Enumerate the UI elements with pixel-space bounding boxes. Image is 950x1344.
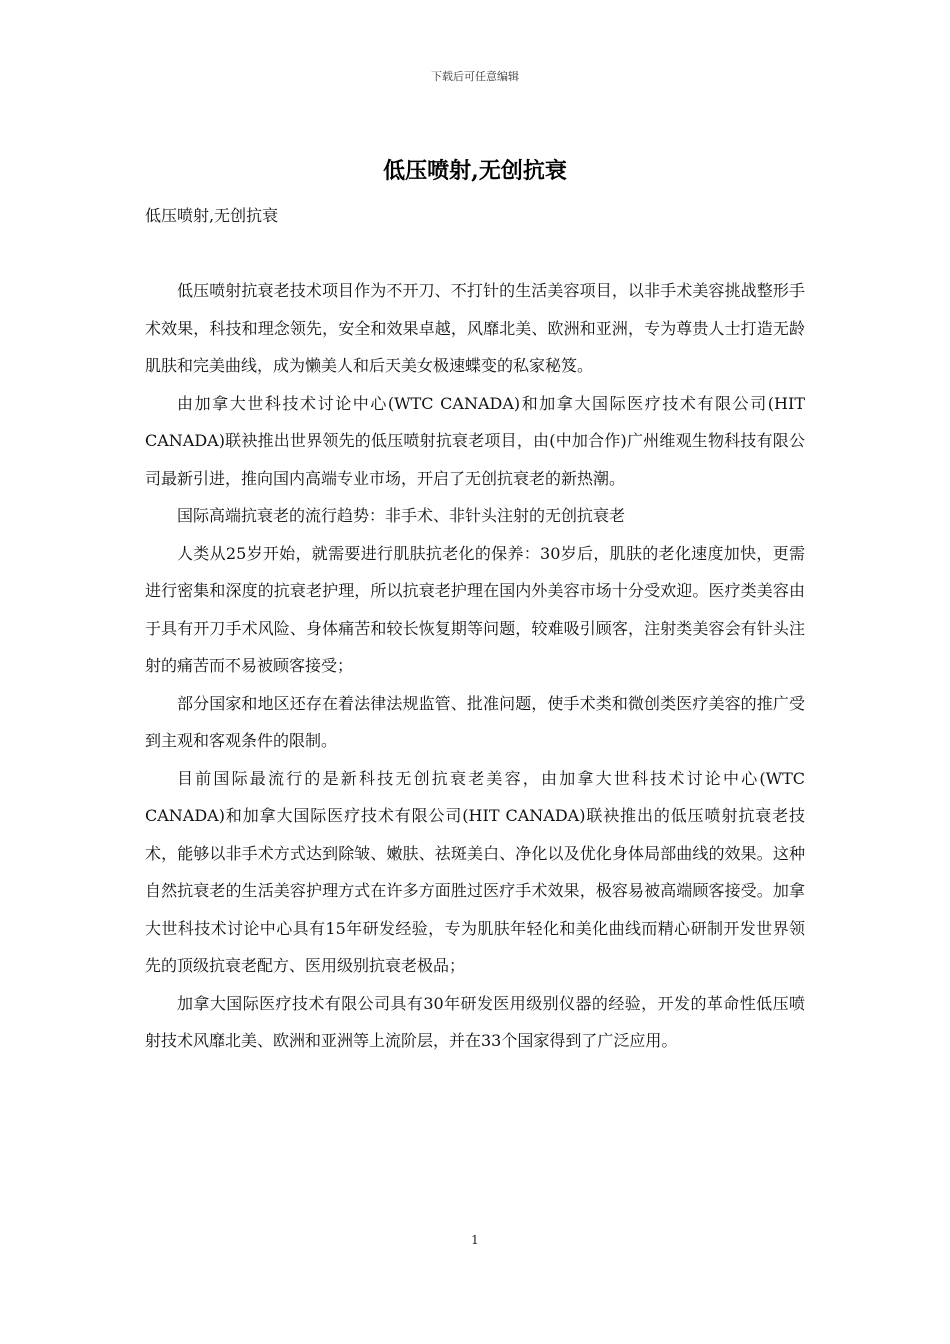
document-body: [145, 272, 805, 1060]
paragraph: 由加拿大世科技术讨论中心(WTC CANADA)和加拿大国际医疗技术有限公司(HIT CANADA)联袂推出世界领先的低压喷射抗衰老项目，由(中加合作)广州维观生物科技有限公司最新引进，推向国内高端专业市场，开启了无创抗衰老的新热潮。: [145, 393, 805, 488]
page-number: 1: [471, 1233, 479, 1247]
paragraph: 人类从25岁开始，就需要进行肌肤抗老化的保养：30岁后，肌肤的老化速度加快，更需进行密集和深度的抗衰老护理，所以抗衰老护理在国内外美容市场十分受欢迎。医疗类美容由于具有开刀手术风险、身体痛苦和较长恢复期等问题，较难吸引顾客，注射类美容会有针头注射的痛苦而不易被顾客接受；: [145, 543, 805, 675]
paragraph: 加拿大国际医疗技术有限公司具有30年研发医用级别仪器的经验，开发的革命性低压喷射技术风靡北美、欧洲和亚洲等上流阶层，并在33个国家得到了广泛应用。: [145, 993, 805, 1050]
page-header: 下载后可任意编辑: [431, 70, 519, 83]
paragraph: 国际高端抗衰老的流行趋势：非手术、非针头注射的无创抗衰老: [177, 506, 626, 525]
document-subtitle: 低压喷射,无创抗衰: [145, 206, 279, 225]
paragraph: 目前国际最流行的是新科技无创抗衰老美容，由加拿大世科技术讨论中心(WTC CANADA)和加拿大国际医疗技术有限公司(HIT CANADA)联袂推出的低压喷射抗衰老技术，能够以非手术方式达到除皱、嫩肤、祛斑美白、净化以及优化身体局部曲线的效果。这种自然抗衰老的生活美容护理方式在许多方面胜过医疗手术效果，极容易被高端顾客接受。加拿大世科技术讨论中心具有15年研发经验，专为肌肤年轻化和美化曲线而精心研制开发世界领先的顶级抗衰老配方、医用级别抗衰老极品；: [145, 768, 805, 975]
document-title: 低压喷射,无创抗衰: [383, 158, 567, 184]
paragraph: 部分国家和地区还存在着法律法规监管、批准问题，使手术类和微创类医疗美容的推广受到主观和客观条件的限制。: [145, 693, 805, 750]
paragraph: 低压喷射抗衰老技术项目作为不开刀、不打针的生活美容项目，以非手术美容挑战整形手术效果，科技和理念领先，安全和效果卓越，风靡北美、欧洲和亚洲，专为尊贵人士打造无龄肌肤和完美曲线，成为懒美人和后天美女极速蝶变的私家秘笈。: [145, 281, 805, 375]
